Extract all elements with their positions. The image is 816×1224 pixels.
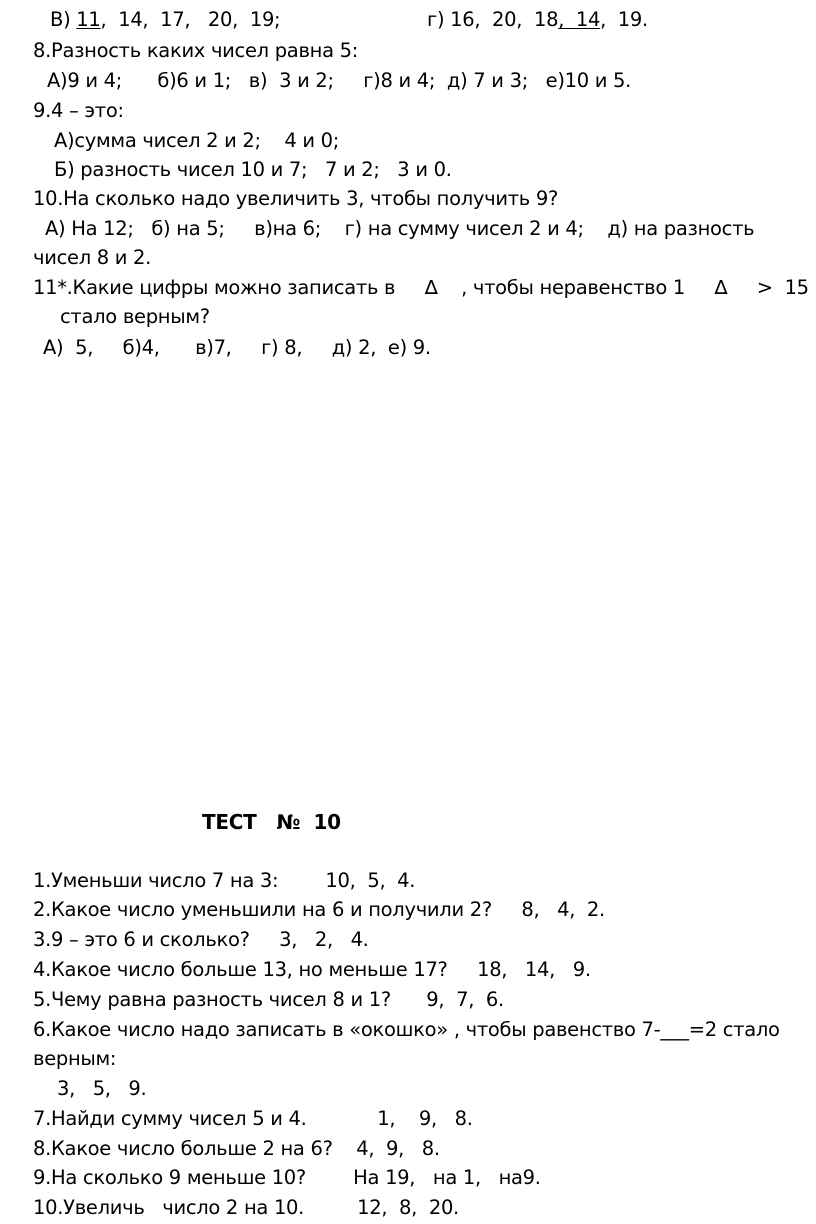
question-11-title-cont: стало верным? bbox=[60, 305, 210, 328]
question-8-title: 8.Разность каких чисел равна 5: bbox=[33, 39, 359, 62]
answer-g-rest: , 19. bbox=[600, 8, 648, 31]
question-8-options: А)9 и 4; б)6 и 1; в) 3 и 2; г)8 и 4; д) 7 и 3; е)10 и 5. bbox=[47, 69, 632, 92]
test-question-6-cont: верным: bbox=[33, 1047, 117, 1070]
test-question-2: 2.Какое число уменьшили на 6 и получили 2? 8, 4, 2. bbox=[33, 898, 605, 921]
question-11-title: 11*.Какие цифры можно записать в ∆ , чтобы неравенство 1 ∆ > 15 bbox=[33, 276, 809, 299]
question-9-option-b: Б) разность чисел 10 и 7; 7 и 2; 3 и 0. bbox=[54, 158, 452, 181]
answer-v-rest: , 14, 17, 20, 19; bbox=[100, 8, 281, 31]
test-question-7: 7.Найди сумму чисел 5 и 4. 1, 9, 8. bbox=[33, 1107, 473, 1130]
answer-g-prefix: г) 16, 20, 18 bbox=[427, 8, 559, 31]
test-question-4: 4.Какое число больше 13, но меньше 17? 18, 14, 9. bbox=[33, 958, 591, 981]
test-question-5: 5.Чему равна разность чисел 8 и 1? 9, 7, 6. bbox=[33, 988, 504, 1011]
answer-v-prefix: В) bbox=[50, 8, 77, 31]
answer-v-underlined: 11 bbox=[76, 8, 101, 31]
answer-line-g bbox=[427, 8, 648, 32]
question-9-title: 9.4 – это: bbox=[33, 99, 124, 122]
test-question-10: 10.Увеличь число 2 на 10. 12, 8, 20. bbox=[33, 1196, 459, 1219]
question-10-title: 10.На сколько надо увеличить 3, чтобы получить 9? bbox=[33, 187, 559, 210]
answer-line-v bbox=[50, 8, 280, 32]
answer-g-underlined: , 14 bbox=[558, 8, 601, 31]
test-question-1: 1.Уменьши число 7 на 3: 10, 5, 4. bbox=[33, 869, 416, 892]
test-question-6-options: 3, 5, 9. bbox=[57, 1077, 147, 1100]
question-10-options-cont: чисел 8 и 2. bbox=[33, 246, 152, 269]
test-question-6: 6.Какое число надо записать в «окошко» , чтобы равенство 7-___=2 стало bbox=[33, 1018, 780, 1041]
test-title: ТЕСТ № 10 bbox=[202, 810, 341, 834]
test-question-3: 3.9 – это 6 и сколько? 3, 2, 4. bbox=[33, 928, 369, 951]
question-11-options: А) 5, б)4, в)7, г) 8, д) 2, е) 9. bbox=[43, 336, 431, 359]
test-question-9: 9.На сколько 9 меньше 10? На 19, на 1, на9. bbox=[33, 1166, 541, 1189]
test-question-8: 8.Какое число больше 2 на 6? 4, 9, 8. bbox=[33, 1137, 440, 1160]
question-10-options: А) На 12; б) на 5; в)на 6; г) на сумму чисел 2 и 4; д) на разность bbox=[45, 217, 755, 240]
question-9-option-a: А)сумма чисел 2 и 2; 4 и 0; bbox=[54, 129, 340, 152]
